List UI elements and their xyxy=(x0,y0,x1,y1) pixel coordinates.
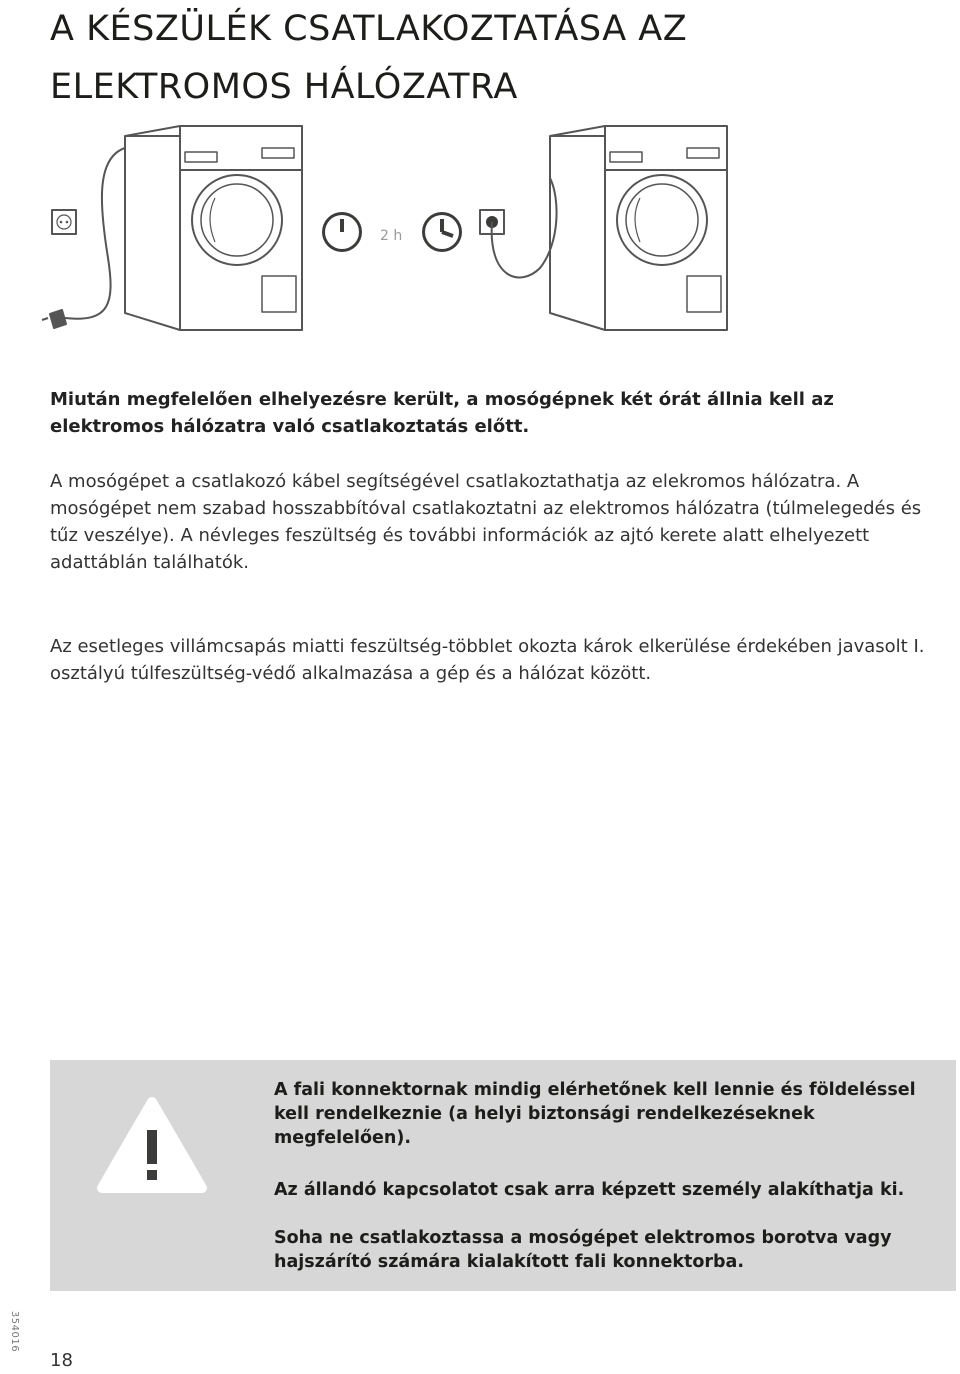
warning-triangle-icon xyxy=(96,1096,208,1196)
connection-illustration xyxy=(40,118,920,348)
warning-text-qualified: Az állandó kapcsolatot csak arra képzett személy alakíthatja ki. xyxy=(274,1180,905,1200)
page-number: 18 xyxy=(50,1350,73,1371)
warning-text-shaver-socket: Soha ne csatlakoztassa a mosógépet elektromos borotva vagy hajszárító számára kialakított fali konnektorba. xyxy=(274,1228,892,1272)
washing-machine-left xyxy=(125,126,302,330)
clock-end-icon xyxy=(422,212,462,252)
warning-text-grounding: A fali konnektornak mindig elérhetőnek kell lennie és földeléssel kell rendelkeznie (a helyi biztonsági rendelkezéseknek megfelelően). xyxy=(274,1080,916,1148)
surge-protection-paragraph: Az esetleges villámcsapás miatti feszültség-többlet okozta károk elkerülése érdekében javasolt I. osztályú túlfeszültség-védő alkalmazása a gép és a hálózat között. xyxy=(50,636,925,684)
clock-start-icon xyxy=(322,212,362,252)
washing-machine-right xyxy=(550,126,727,330)
document-code: 354016 xyxy=(9,1310,21,1353)
connection-paragraph: A mosógépet a csatlakozó kábel segítségével csatlakoztathatja az elekromos hálózatra. A mosógépet nem szabad hosszabbítóval csatlakoztatni az elektromos hálózatra (túlmelegedés és tűz veszélye). A névleges feszültség és további információk az ajtó kerete alatt elhelyezett adattáblán találhatók. xyxy=(50,471,922,573)
plug-icon xyxy=(42,310,66,328)
page-title: A KÉSZÜLÉK CSATLAKOZTATÁSA AZ ELEKTROMOS HÁLÓZATRA xyxy=(50,9,688,107)
wait-time-label: 2 h xyxy=(380,228,403,244)
intro-paragraph: Miután megfelelően elhelyezésre került, a mosógépnek két órát állnia kell az elektromos hálózatra való csatlakoztatás előtt. xyxy=(50,389,834,437)
wall-socket-icon xyxy=(52,210,76,234)
warning-box xyxy=(50,1060,956,1291)
